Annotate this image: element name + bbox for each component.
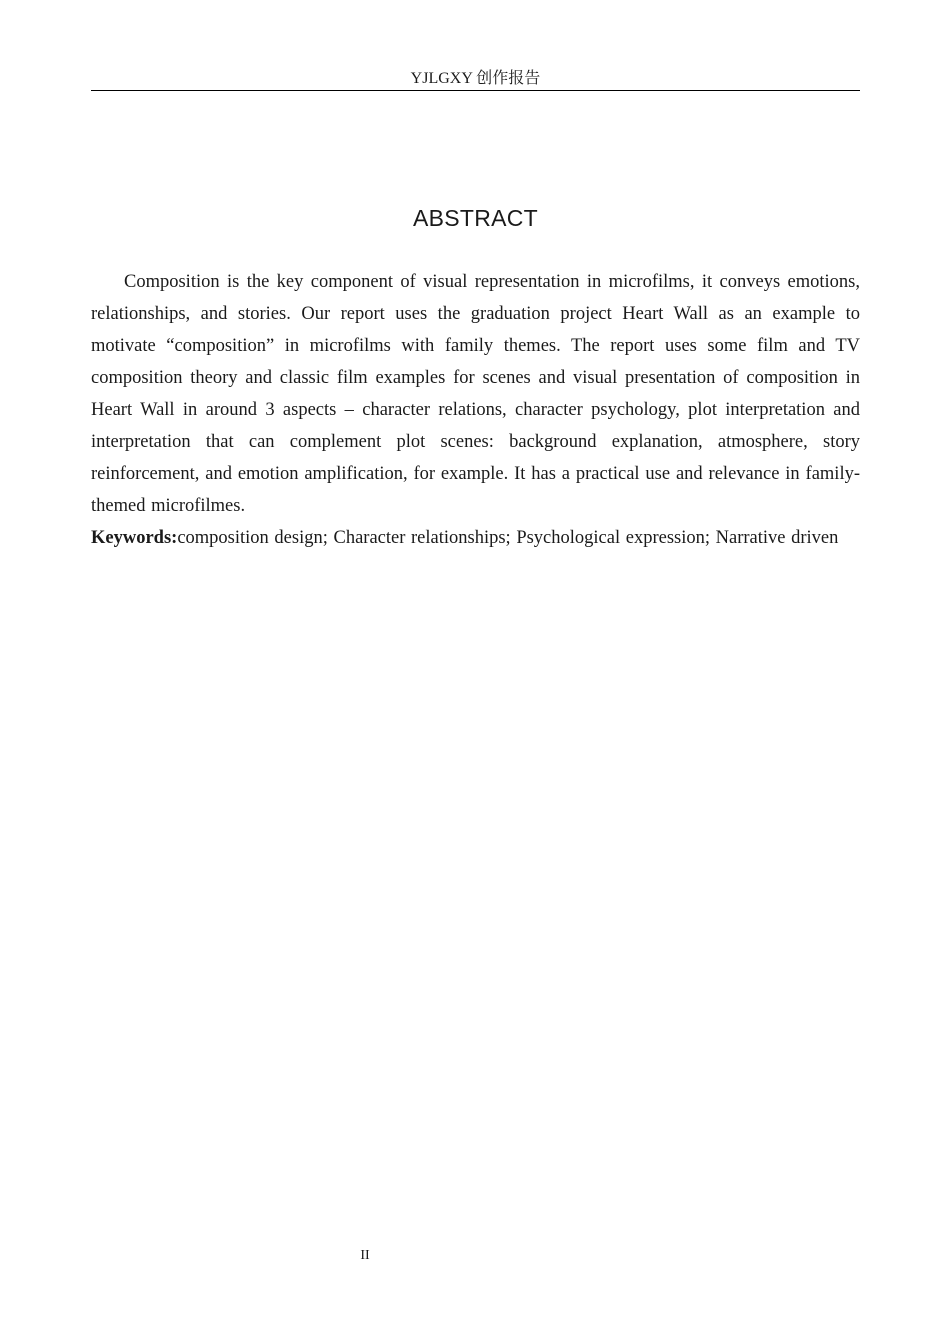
keywords-list: composition design; Character relationships; Psychological expression; Narrative driven (177, 528, 839, 548)
abstract-title: ABSTRACT (412, 205, 539, 231)
keywords-paragraph (91, 522, 860, 554)
page-number: II (360, 1248, 370, 1263)
page-header: YJLGXY 创作报告 (91, 68, 860, 91)
keywords-label: Keywords: (91, 528, 178, 548)
abstract-body: Composition is the key component of visual representation in microfilms, it conveys emotions, relationships, and stories. Our report uses the graduation project Heart Wall as an example to motivate “composition” in microfilms with family themes. The report uses some film and TV composition theory and classic film examples for scenes and visual presentation of composition in Heart Wall in around 3 aspects – character relations, character psychology, plot interpretation and interpretation that can complement plot scenes: background explanation, atmosphere, story reinforcement, and emotion amplification, for example. It has a practical use and relevance in family-themed microfilmes. (91, 272, 860, 516)
